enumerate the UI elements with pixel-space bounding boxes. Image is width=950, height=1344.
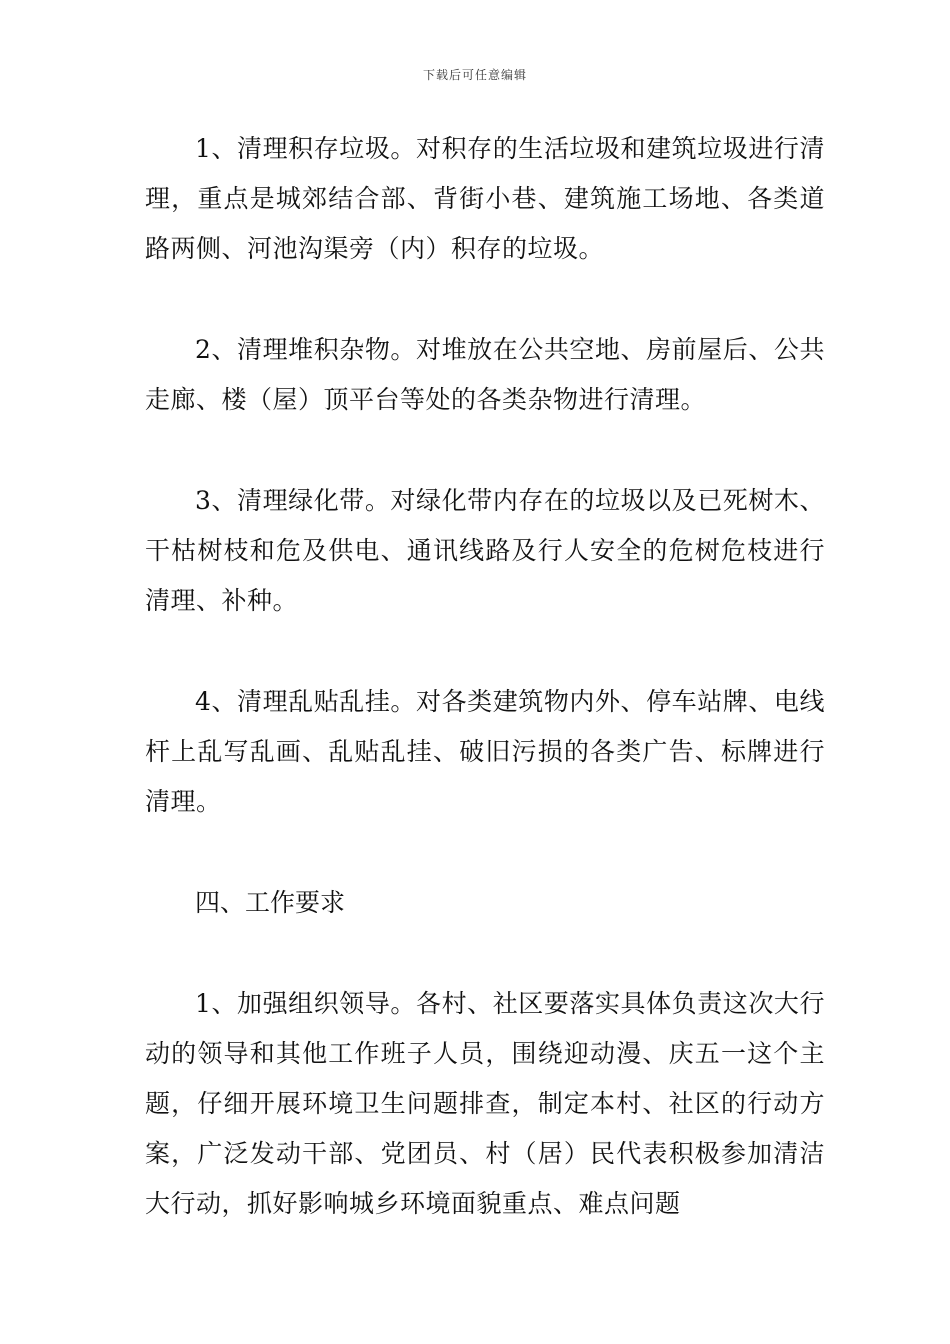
- document-body: [145, 124, 825, 1280]
- paragraph-4: 4、清理乱贴乱挂。对各类建筑物内外、停车站牌、电线杆上乱写乱画、乱贴乱挂、破旧污损的各类广告、标牌进行清理。: [145, 687, 825, 816]
- paragraph-5: 1、加强组织领导。各村、社区要落实具体负责这次大行动的领导和其他工作班子人员，围绕迎动漫、庆五一这个主题，仔细开展环境卫生问题排查，制定本村、社区的行动方案，广泛发动干部、党团员、村（居）民代表积极参加清洁大行动，抓好影响城乡环境面貌重点、难点问题: [145, 989, 825, 1218]
- paragraph-3: 3、清理绿化带。对绿化带内存在的垃圾以及已死树木、干枯树枝和危及供电、通讯线路及行人安全的危树危枝进行清理、补种。: [145, 486, 825, 615]
- page-header: 下载后可任意编辑: [422, 68, 527, 82]
- paragraph-1: 1、清理积存垃圾。对积存的生活垃圾和建筑垃圾进行清理，重点是城郊结合部、背街小巷、建筑施工场地、各类道路两侧、河池沟渠旁（内）积存的垃圾。: [145, 134, 825, 263]
- paragraph-2: 2、清理堆积杂物。对堆放在公共空地、房前屋后、公共走廊、楼（屋）顶平台等处的各类杂物进行清理。: [145, 335, 825, 414]
- section-heading: 四、工作要求: [195, 888, 346, 917]
